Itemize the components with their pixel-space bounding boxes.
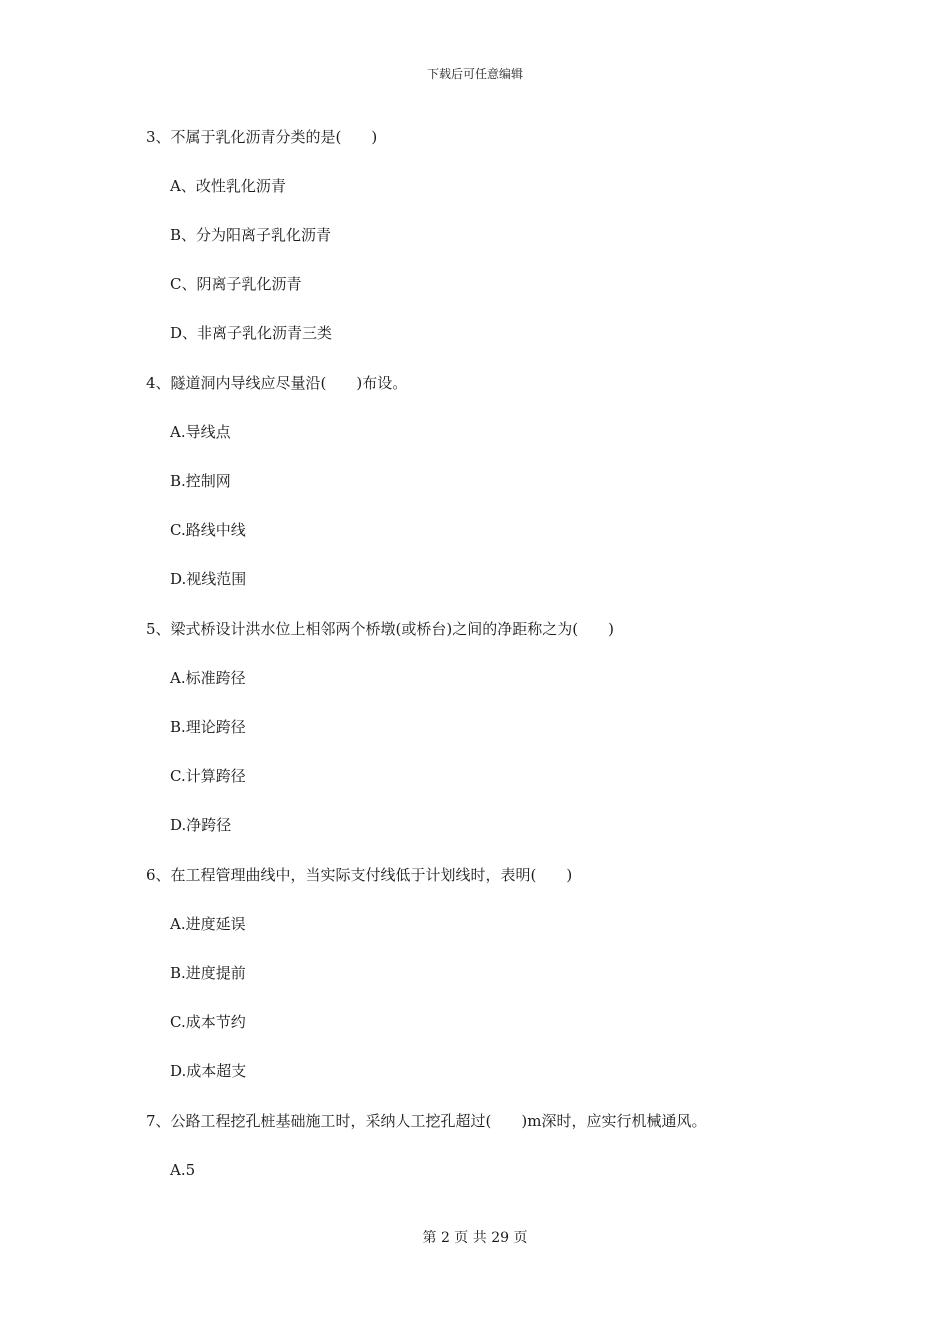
question-option: C.计算跨径 — [170, 767, 246, 785]
question-option: B.理论跨径 — [170, 718, 246, 736]
question-option: B.进度提前 — [170, 964, 246, 982]
page-footer: 第 2 页 共 29 页 — [422, 1230, 528, 1246]
question-option: B.控制网 — [170, 472, 231, 490]
question-option: D、非离子乳化沥青三类 — [170, 324, 333, 342]
question-option: D.净跨径 — [170, 816, 232, 834]
question-option: A.导线点 — [170, 423, 231, 441]
question-option: C、阴离子乳化沥青 — [170, 275, 302, 293]
question-option: C.路线中线 — [170, 521, 246, 539]
page-header: 下载后可任意编辑 — [426, 67, 523, 81]
question-option: A、改性乳化沥青 — [170, 177, 286, 195]
question-stem: 7、公路工程挖孔桩基础施工时，采纳人工挖孔超过( )m深时，应实行机械通风。 — [146, 1112, 707, 1130]
question-option: B、分为阳离子乳化沥青 — [170, 226, 332, 244]
question-option: A.进度延误 — [170, 915, 246, 933]
question-option: D.视线范围 — [170, 570, 247, 588]
question-stem: 6、在工程管理曲线中，当实际支付线低于计划线时，表明( ) — [146, 866, 573, 884]
question-stem: 3、不属于乳化沥青分类的是( ) — [146, 128, 378, 146]
question-stem: 5、梁式桥设计洪水位上相邻两个桥墩(或桥台)之间的净距称之为( ) — [146, 620, 614, 638]
question-option: A.标准跨径 — [170, 669, 246, 687]
question-stem: 4、隧道洞内导线应尽量沿( )布设。 — [146, 374, 408, 392]
question-option: A.5 — [170, 1161, 196, 1179]
question-option: D.成本超支 — [170, 1062, 247, 1080]
question-option: C.成本节约 — [170, 1013, 246, 1031]
